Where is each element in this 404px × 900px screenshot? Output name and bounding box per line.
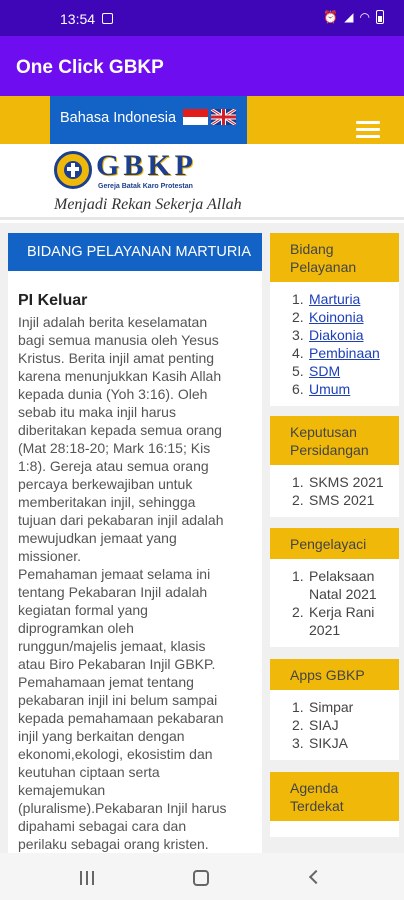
recent-apps-icon[interactable] <box>80 871 96 885</box>
article-line: (Mat 28:18-20; Mark 16:15; Kis <box>18 440 211 456</box>
article-line: missioner. <box>18 548 82 564</box>
article-line: dipahami sebagai cara dan <box>18 818 187 834</box>
sidebar-item-number: 6. <box>292 381 304 397</box>
article-line: sebab itu maka injil harus <box>18 404 176 420</box>
article-line: ekonomi,ekologi, ekosistim dan <box>18 746 213 762</box>
sidebar-title-line: Pelayanan <box>290 259 357 275</box>
sidebar-item-label[interactable]: SDM <box>309 363 341 379</box>
article-subtitle: PI Keluar <box>18 292 88 309</box>
status-icons <box>323 10 384 24</box>
section-header <box>8 233 262 271</box>
sidebar-title-line: Apps GBKP <box>290 667 365 683</box>
logo-header <box>0 144 404 220</box>
article-body <box>18 313 254 853</box>
sidebar-item-label: SKMS 2021 <box>309 474 384 490</box>
sidebar-list <box>270 821 399 837</box>
language-label: Bahasa Indonesia <box>60 110 177 126</box>
sidebar-item-number: 1. <box>292 291 304 307</box>
sidebar-box <box>270 772 399 837</box>
article-line: Kristus. Berita injil amat penting <box>18 350 215 366</box>
battery-icon <box>376 10 384 24</box>
article-line: kegiatan formal yang <box>18 602 148 618</box>
sidebar-item-label[interactable]: Umum <box>309 381 351 397</box>
sidebar-item-label: Kerja Rani 2021 <box>309 604 375 638</box>
sidebar-item-label[interactable]: Pembinaan <box>309 345 380 361</box>
article-line: pekabaran injil ini belum sampai <box>18 692 218 708</box>
article-line: perilaku sebagai orang kristen. <box>18 836 209 852</box>
status-time: 13:54 <box>60 11 96 27</box>
status-bar <box>0 0 404 36</box>
nav-band <box>0 96 404 144</box>
sidebar-item-number: 5. <box>292 363 304 379</box>
uk-flag-icon[interactable] <box>211 109 236 125</box>
app-title: One Click GBKP <box>16 57 164 78</box>
article-line: kemajemukan <box>18 782 106 798</box>
article-line: memberitakan injil, sehingga <box>18 494 196 510</box>
sidebar-item-number: 2. <box>292 492 304 508</box>
sidebar-item-number: 2. <box>292 309 304 325</box>
sidebar-item-number: 1. <box>292 474 304 490</box>
sidebar-item[interactable] <box>292 380 399 398</box>
sidebar-item[interactable] <box>292 567 399 603</box>
sidebar-title-line: Keputusan <box>290 424 357 440</box>
article-line: keutuhan ciptaan serta <box>18 764 160 780</box>
logo-subtitle: Gereja Batak Karo Protestan <box>98 183 193 190</box>
sidebar-item-number: 4. <box>292 345 304 361</box>
sidebar-item-number: 1. <box>292 699 304 715</box>
article-line: Injil adalah berita keselamatan <box>18 314 208 330</box>
sidebar-item-label: Simpar <box>309 699 354 715</box>
sidebar-item-label[interactable]: Koinonia <box>309 309 364 325</box>
article-line: mewujudkan jemaat yang <box>18 530 177 546</box>
sidebar-list <box>270 690 399 760</box>
language-selector[interactable] <box>50 96 247 144</box>
back-icon[interactable] <box>309 870 323 884</box>
sidebar-item[interactable] <box>292 491 399 509</box>
section-title: BIDANG PELAYANAN MARTURIA <box>27 244 251 260</box>
article-line: diberitakan kepada semua orang <box>18 422 222 438</box>
article-line: Pemahaman jemaat selama ini <box>18 566 211 582</box>
menu-icon[interactable] <box>356 121 380 139</box>
notification-icon <box>102 13 113 24</box>
article-line: kepada dunia (Yoh 3:16). Oleh <box>18 386 208 402</box>
sidebar-item-number: 2. <box>292 604 304 620</box>
sidebar-box-title <box>270 233 399 282</box>
sidebar-list <box>270 559 399 647</box>
sidebar-item[interactable] <box>292 326 399 344</box>
sidebar-item[interactable] <box>292 734 399 752</box>
sidebar-box-title <box>270 659 399 690</box>
sidebar-box-title <box>270 528 399 559</box>
sidebar-box <box>270 233 399 406</box>
article-line: 1:8). Gereja atau semua orang <box>18 458 209 474</box>
article-line: karena menunjukkan Kasih Allah <box>18 368 222 384</box>
article-line: percaya berkewajiban untuk <box>18 476 193 492</box>
article-line: bagi semua manusia oleh Yesus <box>18 332 219 348</box>
alarm-icon: ⏰ <box>323 10 339 24</box>
article-line: diprogramkan oleh <box>18 620 134 636</box>
sidebar-box <box>270 528 399 647</box>
sidebar-item[interactable] <box>292 698 399 716</box>
sidebar-item[interactable] <box>292 473 399 491</box>
sidebar-item-number: 3. <box>292 735 304 751</box>
article-line: Pemahamaan jemat tentang <box>18 674 194 690</box>
indonesia-flag-icon[interactable] <box>183 109 208 125</box>
app-bar <box>0 36 404 96</box>
home-icon[interactable] <box>193 870 209 886</box>
sidebar-list <box>270 282 399 406</box>
sidebar-item[interactable] <box>292 308 399 326</box>
sidebar-item-label: SIAJ <box>309 717 339 733</box>
article-line: atau Biro Pekabaran Injil GBKP. <box>18 656 216 672</box>
sidebar-title-line: Terdekat <box>290 798 344 814</box>
sidebar-box-title <box>270 772 399 821</box>
system-nav-bar <box>0 853 404 900</box>
sidebar-item-number: 3. <box>292 327 304 343</box>
sidebar-item-number: 1. <box>292 568 304 584</box>
sidebar-box-title <box>270 416 399 465</box>
signal-icon: ◢ <box>344 10 354 24</box>
sidebar-box <box>270 659 399 760</box>
sidebar-item[interactable] <box>292 290 399 308</box>
article-line: tentang Pekabaran Injil adalah <box>18 584 208 600</box>
sidebar-item[interactable] <box>292 362 399 380</box>
sidebar-item[interactable] <box>292 603 399 639</box>
logo-title: GBKP <box>96 149 198 182</box>
sidebar-item-label: SMS 2021 <box>309 492 375 508</box>
article-line: (pluralisme).Pekabaran Injil harus <box>18 800 227 816</box>
wifi-icon: ◠ <box>359 10 370 24</box>
article-line: injil yang berkaitan dengan <box>18 728 185 744</box>
sidebar-title-line: Agenda <box>290 780 339 796</box>
article-line: kepada pemahamaan pekabaran <box>18 710 224 726</box>
sidebar-item-label[interactable]: Marturia <box>309 291 361 307</box>
sidebar-title-line: Persidangan <box>290 442 369 458</box>
sidebar-item-number: 2. <box>292 717 304 733</box>
sidebar-title-line: Pengelayaci <box>290 536 367 552</box>
logo-tagline: Menjadi Rekan Sekerja Allah <box>54 196 242 213</box>
sidebar-item-label: Pelaksaan Natal 2021 <box>309 568 377 602</box>
sidebar-title-line: Bidang <box>290 241 334 257</box>
sidebar-item[interactable] <box>292 716 399 734</box>
sidebar-item-label: SIKJA <box>309 735 348 751</box>
sidebar-box <box>270 416 399 517</box>
article-line: tujuan dari pekabaran injil adalah <box>18 512 224 528</box>
sidebar-item[interactable] <box>292 344 399 362</box>
sidebar-item-label[interactable]: Diakonia <box>309 327 364 343</box>
gbkp-seal-logo <box>54 151 92 189</box>
article-line: runggun/majelis jemaat, klasis <box>18 638 206 654</box>
main-panel <box>8 233 262 853</box>
sidebar-list <box>270 465 399 517</box>
